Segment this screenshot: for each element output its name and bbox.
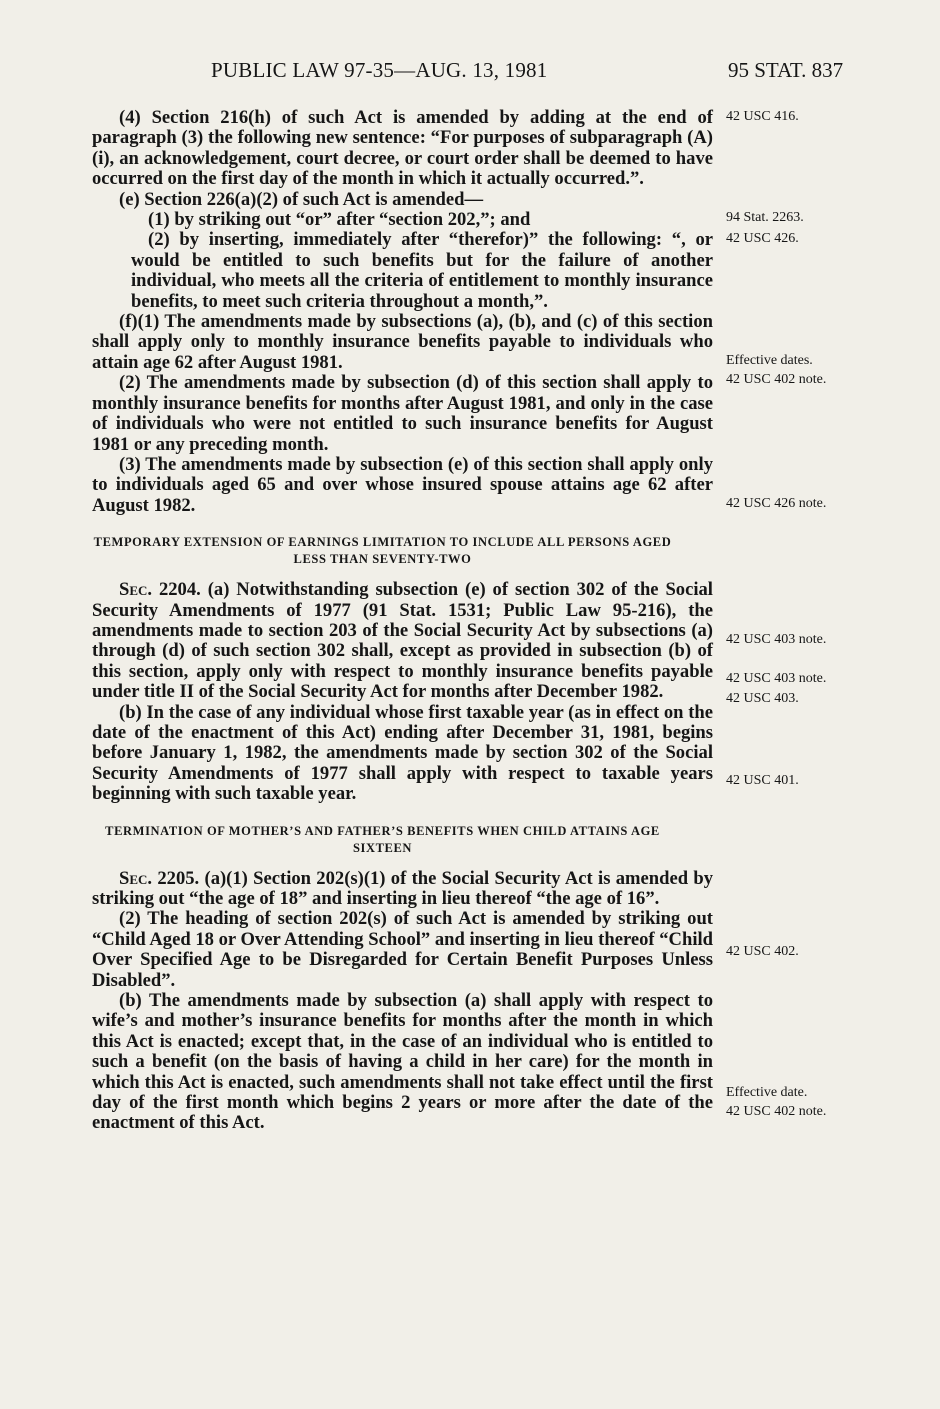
margin-note: 42 USC 402. [726,944,799,959]
margin-note: 42 USC 403. [726,691,799,706]
paragraph: (b) In the case of any individual whose first taxable year (as in effect on the date of the enactment of this Act) ending after December 31, 1981, begins before January 1, 1982, the amendments made by section 302 of the Social Security Amendments of 1977 shall apply with respect to taxable years beginning with such taxable year. [92,701,713,805]
body-text [92,108,713,1134]
paragraph: (e) Section 226(a)(2) of such Act is amended— [119,188,484,210]
margin-note: 42 USC 401. [726,773,799,788]
margin-note: 42 USC 426 note. [726,496,827,511]
margin-note: 42 USC 402 note. [726,1104,827,1119]
margin-note: Effective dates. [726,353,813,368]
section-label: Sec. 2205. [119,867,200,889]
paragraph: (1) by striking out “or” after “section 202,”; and [148,209,531,231]
margin-note: 42 USC 416. [726,109,799,124]
paragraph: (f)(1) The amendments made by subsections (a), (b), and (c) of this section shall apply only to monthly insurance benefits payable to individuals who attain age 62 after August 1981. [92,311,713,373]
section-heading: TERMINATION OF MOTHER’S AND FATHER’S BENEFITS WHEN CHILD ATTAINS AGE SIXTEEN [105,823,660,855]
margin-note: Effective date. [726,1085,808,1100]
paragraph: (2) The heading of section 202(s) of such Act is amended by striking out “Child Aged 18 or Over Attending School” and inserting in lieu thereof “Child Over Specified Age to be Disregarded for Certain Benefit Purposes Unless Disabled”. [92,908,713,991]
margin-note: 42 USC 402 note. [726,372,827,387]
section-label: Sec. 2204. [119,579,201,601]
margin-note: 42 USC 426. [726,231,799,246]
paragraph-text: (a)(1) Section 202(s)(1) of the Social Security Act is amended by striking out “the age of 18” and inserting in lieu thereof “the age of 16”. [92,867,713,909]
paragraph: (3) The amendments made by subsection (e) of this section shall apply only to individuals aged 65 and over whose insured spouse attains age 62 after August 1982. [92,453,713,516]
section-paragraph [92,580,713,702]
margin-note: 42 USC 403 note. [726,632,827,647]
page-header-title: PUBLIC LAW 97-35—AUG. 13, 1981 [211,58,548,82]
section-paragraph [92,869,713,910]
margin-note: 42 USC 403 note. [726,671,827,686]
paragraph: (2) The amendments made by subsection (d) of this section shall apply to monthly insurance benefits for months after August 1981, and only in the case of individuals who were not entitled to such insurance benefits for August 1981 or any preceding month. [92,372,713,455]
section-heading: TEMPORARY EXTENSION OF EARNINGS LIMITATION TO INCLUDE ALL PERSONS AGED LESS THAN SEVENTY-TWO [93,535,672,567]
page-header-stat: 95 STAT. 837 [728,58,844,82]
paragraph: (b) The amendments made by subsection (a) shall apply with respect to wife’s and mother’s insurance benefits for months after the month in which this Act is enacted; except that, in the case of an individual who is entitled to such a benefit (on the basis of having a child in her care) for the month in which this Act is enacted, such amendments shall not take effect until the first day of the first month which begins 2 years or more after the date of the enactment of this Act. [92,990,713,1134]
paragraph-text: (a) Notwithstanding subsection (e) of section 302 of the Social Security Amendments of 1977 (91 Stat. 1531; Public Law 95-216), the amendments made to section 203 of the Social Security Act by subsections (a) through (d) of such section 302 shall, except as provided in subsection (b) of this section, apply only with respect to monthly insurance benefits payable under title II of the Social Security Act for months after December 1982. [92,579,713,703]
margin-note: 94 Stat. 2263. [726,210,804,225]
paragraph: (4) Section 216(h) of such Act is amended by adding at the end of paragraph (3) the following new sentence: “For purposes of subparagraph (A)(i), an acknowledgement, court decree, or court order shall be deemed to have occurred on the first day of the month in which it actually occurred.”. [92,107,713,190]
paragraph: (2) by inserting, immediately after “therefor)” the following: “, or would be entitled to such benefits but for the failure of another individual, who meets all the criteria of entitlement to monthly insurance benefits, to meet such criteria throughout a month,”. [131,229,713,312]
